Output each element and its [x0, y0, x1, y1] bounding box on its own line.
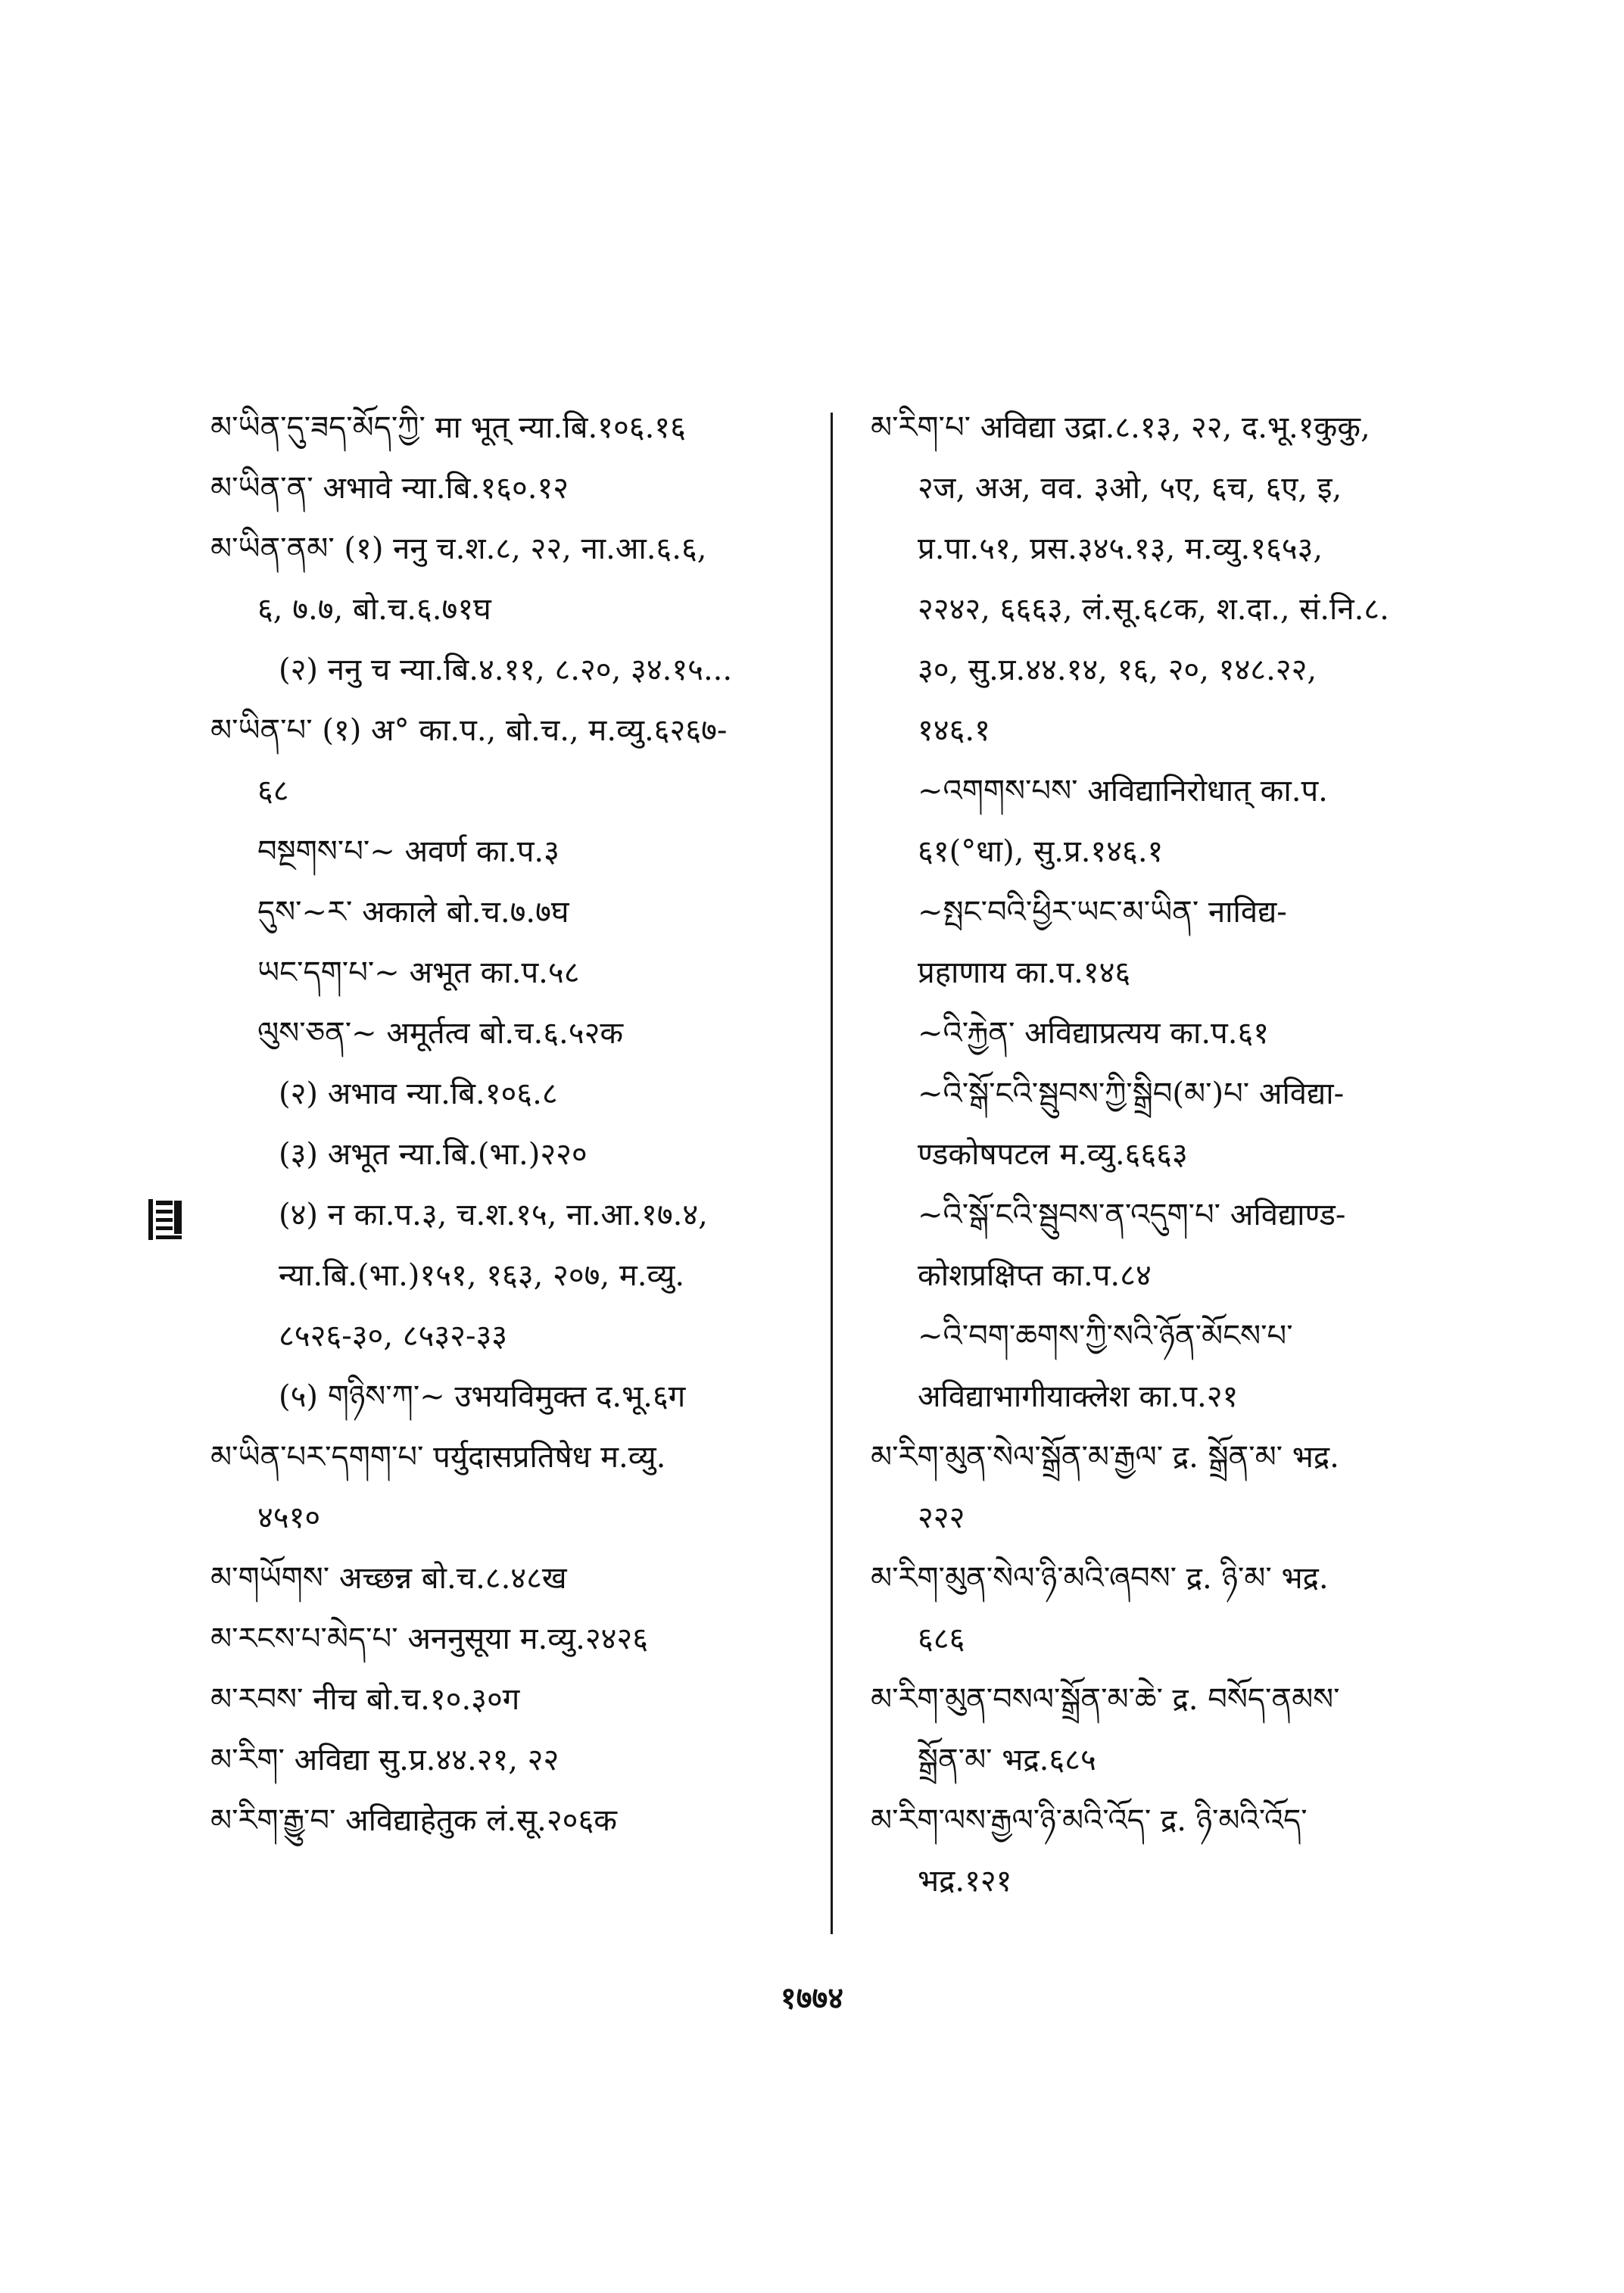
- dictionary-entry-line: མ་རབས་ नीच बो.च.१०.३०ग: [210, 1682, 520, 1717]
- dictionary-entry-line: མ་ཡིན་པར་དགག་པ་ पर्युदासप्रतिषेध म.व्यु.: [210, 1440, 666, 1475]
- dictionary-entry-line: ६८६: [918, 1622, 965, 1656]
- dictionary-entry-line: ६१(°धा), सु.प्र.१४६.१: [918, 834, 1164, 869]
- dictionary-entry-line: མ་ཡིན་དུ་ཟད་མོད་ཀྱི་ मा भूत् न्या.बि.१०६.१६: [210, 410, 686, 445]
- dictionary-entry-line: भद्र.१२१: [918, 1864, 1012, 1899]
- dictionary-entry-line: མ་གཡོགས་ अच्छन्न बो.च.८.४८ख: [210, 1561, 567, 1596]
- dictionary-entry-line: २२४२, ६६६३, लं.सू.६८क, श.दा., सं.नि.८.: [918, 592, 1389, 627]
- dictionary-entry-line: १४६.१: [918, 713, 990, 748]
- dictionary-entry-line: ण्डकोषपटल म.व्यु.६६६३: [918, 1137, 1188, 1172]
- dictionary-entry-line: अविद्याभागीयाक्लेश का.प.२१: [918, 1379, 1239, 1414]
- page-number: १७७४: [780, 1980, 844, 2016]
- dictionary-entry-line: མ་རིག་ལས་རྒྱལ་ཉི་མའི་འོད་ द्र. ཉི་མའི་འོད་: [871, 1803, 1308, 1838]
- dictionary-entry-line: ~འི་བག་ཆགས་ཀྱི་སའི་ཉོན་མོངས་པ་: [918, 1319, 1293, 1354]
- dictionary-entry-line: མ་རིག་མུན་སེལ་སྒྲོན་མ་རྒྱལ་ द्र. སྒྲོན་མ་ भद्र.: [871, 1440, 1339, 1475]
- dictionary-entry-line: མ་རིག་ अविद्या सु.प्र.४४.२१, २२: [210, 1743, 560, 1777]
- dictionary-entry-line: མ་ཡིན་པ་ (१) अ° का.प., बो.च., म.व्यु.६२६७-: [210, 713, 728, 748]
- dictionary-entry-line: ६८: [257, 774, 289, 808]
- margin-section-marker-icon: [147, 1198, 185, 1242]
- column-divider: [831, 413, 833, 1934]
- dictionary-entry-line: ལུས་ཅན་~ अमूर्तत्व बो.च.६.५२क: [257, 1016, 624, 1051]
- dictionary-entry-line: कोशप्रक्षिप्त का.प.८४: [918, 1258, 1152, 1293]
- dictionary-entry-line: (३) अभूत न्या.बि.(भा.)२२०: [279, 1137, 588, 1172]
- dictionary-entry-line: ~འི་སྒོ་ངའི་སྦུབས་ན་འདུག་པ་ अविद्याण्ड-: [918, 1198, 1346, 1232]
- dictionary-entry-line: མ་ཡིན་ན་ अभावे न्या.बि.१६०.१२: [210, 471, 569, 506]
- dictionary-entry-line: མ་རིག་མུན་སེལ་ཉི་མའི་ཞབས་ द्र. ཉི་མ་ भद्र.: [871, 1561, 1329, 1596]
- dictionary-entry-line: མ་རིག་མུན་བསལ་སྒྲོན་མ་ཆེ་ द्र. བསོད་ནམས་: [871, 1682, 1340, 1717]
- dictionary-entry-line: ६, ७.७, बो.च.६.७१घ: [257, 592, 491, 627]
- dictionary-entry-line: ~འི་རྐྱེན་ अविद्याप्रत्यय का.प.६१: [918, 1016, 1270, 1051]
- dictionary-entry-line: ८५२६-३०, ८५३२-३३: [279, 1319, 508, 1354]
- dictionary-entry-line: (२) अभाव न्या.बि.१०६.८: [279, 1076, 558, 1111]
- dictionary-entry-line: དུས་~ར་ अकाले बो.च.७.७घ: [257, 895, 569, 930]
- dictionary-entry-line: (२) ननु च न्या.बि.४.११, ८.२०, ३४.१५...: [279, 653, 733, 687]
- dictionary-entry-line: प्र.पा.५१, प्रस.३४५.१३, म.व्यु.१६५३,: [918, 531, 1323, 566]
- dictionary-entry-line: ~འི་སྒོ་ངའི་སྦུབས་ཀྱི་སྒྲིབ(མ་)པ་ अविद्या-: [918, 1076, 1345, 1111]
- dictionary-entry-line: (४) न का.प.३, च.श.१५, ना.आ.१७.४,: [279, 1198, 708, 1232]
- dictionary-entry-line: མ་རིག་པ་ अविद्या उद्रा.८.१३, २२, द.भू.१कुकु,: [871, 410, 1370, 445]
- dictionary-entry-line: ཡང་དག་པ་~ अभूत का.प.५८: [257, 955, 580, 990]
- right-column: [871, 397, 1469, 1911]
- dictionary-entry-line: སྒྲོན་མ་ भद्र.६८५: [918, 1743, 1096, 1777]
- dictionary-entry-line: ~འགགས་པས་ अविद्यानिरोधात् का.प.: [918, 774, 1328, 808]
- dictionary-entry-line: མ་ཡིན་ནམ་ (१) ननु च.श.८, २२, ना.आ.६.६,: [210, 531, 707, 566]
- dictionary-entry-line: २ज, अअ, वव. ३ओ, ५ए, ६च, ६ए, इ,: [918, 471, 1342, 506]
- dictionary-entry-line: ३०, सु.प्र.४४.१४, १६, २०, १४८.२२,: [918, 653, 1317, 687]
- dictionary-entry-line: २२२: [918, 1500, 965, 1535]
- dictionary-entry-line: न्या.बि.(भा.)१५१, १६३, २०७, म.व्यु.: [279, 1258, 685, 1293]
- dictionary-entry-line: ४५१०: [257, 1500, 321, 1535]
- dictionary-entry-line: མ་རིག་རྒྱུ་བ་ अविद्याहेतुक लं.सू.२०६क: [210, 1803, 617, 1838]
- dictionary-entry-line: (५) གཉིས་ཀ་~ उभयविमुक्त द.भू.६ग: [279, 1379, 686, 1414]
- dictionary-entry-line: བསྔགས་པ་~ अवर्ण का.प.३: [257, 834, 560, 869]
- left-column: [210, 397, 809, 1851]
- dictionary-entry-line: མ་རངས་པ་མེད་པ་ अननुसूया म.व्यु.२४२६: [210, 1622, 649, 1656]
- dictionary-entry-line: प्रहाणाय का.प.१४६: [918, 955, 1131, 990]
- dictionary-entry-line: ~སྤང་བའི་ཕྱིར་ཡང་མ་ཡིན་ नाविद्य-: [918, 895, 1287, 930]
